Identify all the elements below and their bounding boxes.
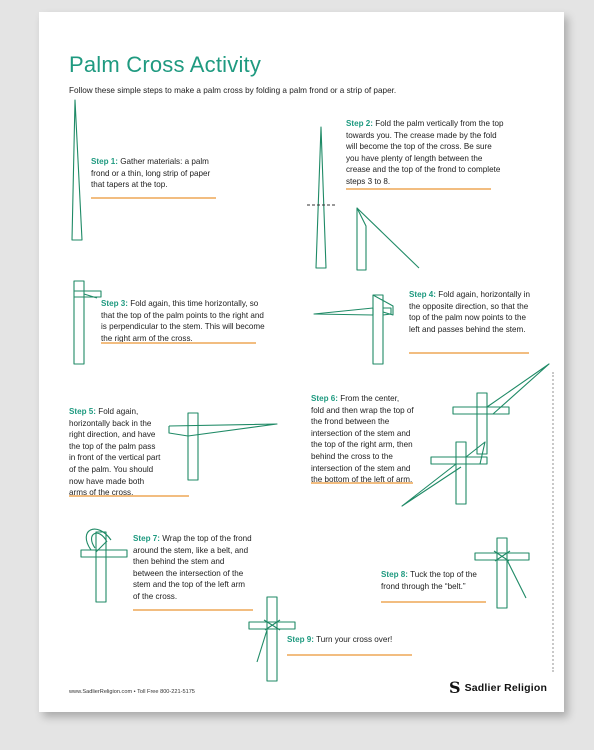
brand-name: Sadlier Religion [464, 682, 548, 694]
step-4-body: Fold again, horizontally in the opposite direction, so that the top of the palm now points to the left and passes behind the stem. [409, 290, 531, 334]
step-2-body: Fold the palm vertically from the top towards you. The crease made by the fold will become the top of the cross. Be sure you have plenty of length between the crease and the top of the frond to complete steps 3 to 8. [346, 119, 504, 186]
step-6-rule [311, 482, 413, 484]
step-2-label: Step 2: [346, 119, 373, 128]
worksheet-page [39, 12, 564, 712]
step-9-label: Step 9: [287, 635, 314, 644]
step-7-label: Step 7: [133, 534, 160, 543]
step-6-text [311, 393, 414, 486]
step-4-text [409, 289, 537, 335]
step-3-text [101, 298, 266, 344]
step-9-body: Turn your cross over! [316, 635, 393, 644]
step-4-illustration [314, 295, 393, 364]
intro-text: Follow these simple steps to make a palm cross by folding a palm frond or a strip of paper. [69, 86, 397, 95]
step-1-rule [91, 197, 216, 199]
step-3-body: Fold again, this time horizontally, so that the top of the palm points to the right and is perpendicular to the stem. This will become the right arm of the cross. [101, 299, 265, 343]
step-7-text [133, 533, 253, 603]
step-6b-illustration [402, 442, 487, 506]
step-5-illustration [169, 413, 277, 480]
step-3-rule [101, 342, 256, 344]
step-8-body: Tuck the top of the frond through the “belt.” [381, 570, 477, 591]
step-4-label: Step 4: [409, 290, 436, 299]
brand-logo [449, 678, 548, 697]
step-7-body: Wrap the top of the frond around the stem, like a belt, and then behind the stem and between the intersection of the stem and the top of the left arm of the cross. [133, 534, 252, 601]
step-5-rule [69, 495, 189, 497]
step-1-text [91, 156, 216, 191]
page-title: Palm Cross Activity [69, 52, 262, 77]
step-9-rule [287, 654, 412, 656]
step-2-rule [346, 188, 491, 190]
step-8-rule [381, 601, 486, 603]
step-3-illustration [74, 281, 101, 364]
step-5-text [69, 406, 161, 499]
step-6-body: From the center, fold and then wrap the top of the frond between the intersection of the stem and the top of the right arm, then behind the cross to the intersection of the stem and the bottom of the left of arm. [311, 394, 414, 485]
step-1-label: Step 1: [91, 157, 118, 166]
step-8-label: Step 8: [381, 570, 408, 579]
step-7-illustration [81, 529, 127, 602]
decorative-dotted-edge [552, 372, 557, 672]
footer-contact: www.SadlierReligion.com • Toll Free 800-221-5175 [69, 689, 195, 695]
sadlier-logo-icon: S [449, 678, 461, 697]
step-4-rule [409, 352, 529, 354]
step-2-text [346, 118, 506, 188]
step-5-label: Step 5: [69, 407, 96, 416]
step-1-illustration [72, 100, 82, 240]
step-3-label: Step 3: [101, 299, 128, 308]
palm-cross-illustrations [39, 12, 564, 712]
step-6-label: Step 6: [311, 394, 338, 403]
step-9-text [287, 634, 417, 646]
step-8-text [381, 569, 493, 592]
step-1-body: Gather materials: a palm frond or a thin, long strip of paper that tapers at the top. [91, 157, 211, 190]
step-6a-illustration [453, 364, 549, 454]
step-5-body: Fold again, horizontally back in the right direction, and have the top of the palm pass in front of the vertical part of the palm. You should now have made both arms of the cross. [69, 407, 161, 498]
step-7-rule [133, 609, 253, 611]
